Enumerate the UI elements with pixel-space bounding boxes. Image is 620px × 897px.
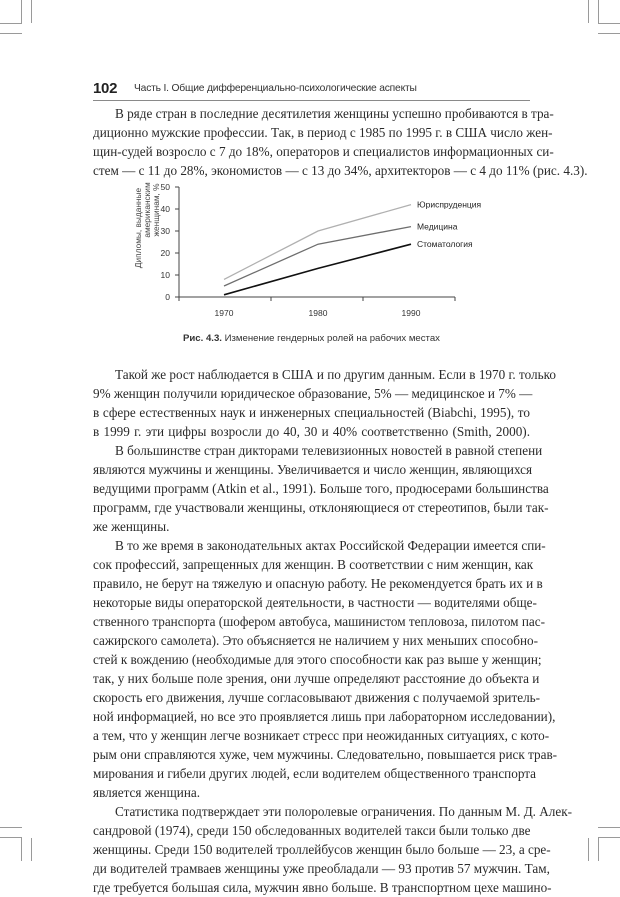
text-line: стей к вождению (необходимые для этого способности как раз выше у женщин; [93, 652, 542, 667]
text-line: 9% женщин получили юридическое образование, 5% — медицинское и 7% — [93, 386, 533, 401]
series-label: Стоматология [417, 239, 473, 250]
text-line: программ, где участвовали женщины, отклоняющиеся от стереотипов, были так- [93, 500, 549, 515]
text-line: щин-судей возросло с 7 до 18%, операторов и специалистов информационных си- [93, 144, 554, 159]
chart-legend [417, 200, 482, 250]
text-line: скорость его движения, лучше согласовывают движения с получаемой зритель- [93, 690, 541, 705]
text-line: В то же время в законодательных актах Российской Федерации имеется спи- [115, 538, 546, 553]
y-tick-label: 0 [165, 292, 170, 302]
text-line: где требуется большая сила, мужчин явно больше. В транспортном цехе машино- [93, 880, 552, 895]
x-tick-label: 1980 [308, 308, 328, 318]
text-line: ведущими программ (Atkin et al., 1991). Больше того, продюсерами большинства [93, 481, 549, 496]
chart-axes [161, 182, 455, 318]
text-line: некоторые виды операторской деятельности, в частности — водителями обще- [93, 595, 537, 610]
text-line: а тем, что у женщин легче возникает стресс при неожиданных ситуациях, с кото- [93, 728, 550, 743]
text-line: мирования и гибели других людей, если водителем общественного транспорта [93, 766, 537, 781]
y-axis-label [133, 182, 161, 268]
figure-caption [93, 333, 530, 344]
y-tick-label: 50 [160, 182, 170, 192]
y-tick-label: 40 [160, 204, 170, 214]
text-line: же женщины. [93, 519, 170, 534]
series-line [224, 244, 411, 295]
figure-caption-text: Изменение гендерных ролей на рабочих местах [224, 333, 440, 344]
text-line: в сфере естественных наук и инженерных специальностей (Biabchi, 1995), то [93, 405, 530, 420]
text-line: Такой же рост наблюдается в США и по другим данным. Если в 1970 г. только [115, 367, 556, 382]
y-axis-label-line: американским [142, 182, 152, 238]
y-axis-label-line: Дипломы, выданные [133, 187, 143, 269]
body-text-top [93, 104, 588, 180]
text-line: правило, не берут на тяжелую и опасную работу. Не рекомендуется брать их и в [93, 576, 543, 591]
text-line: сок профессий, запрещенных для женщин. В соответствии с ним женщин, как [93, 557, 534, 572]
text-line: В большинстве стран дикторами телевизионных новостей в равной степени [115, 443, 543, 458]
text-line: ной информацией, но все это проявляется лишь при лабораторном исследовании), [93, 709, 556, 724]
page-number: 102 [93, 80, 118, 97]
y-tick-label: 10 [160, 270, 170, 280]
text-line: диционно мужские профессии. Так, в период с 1985 по 1995 г. в США число жен- [93, 125, 553, 140]
x-tick-label: 1990 [401, 308, 421, 318]
text-line: ственного транспорта (шофером автобуса, машинистом тепловоза, пилотом пас- [93, 614, 545, 629]
text-line: женщины. Среди 150 водителей троллейбусов женщин было больше — 23, а сре- [93, 842, 551, 857]
text-line: является женщина. [93, 785, 201, 800]
paragraph [93, 802, 573, 897]
series-label: Медицина [417, 221, 458, 232]
figure-chart [80, 178, 500, 323]
x-tick-label: 1970 [214, 308, 234, 318]
body-text-bottom [93, 365, 573, 897]
series-label: Юриспруденция [417, 199, 482, 210]
paragraph [93, 104, 588, 180]
text-line: сажирского самолета). Это объясняется не наличием у них меньших способно- [93, 633, 538, 648]
series-line [224, 227, 411, 286]
paragraph [93, 365, 556, 441]
text-line: являются мужчины и женщины. Увеличивается и число женщин, являющихся [93, 462, 533, 477]
paragraph [93, 441, 549, 536]
page-header [93, 80, 530, 101]
line-chart [80, 178, 500, 323]
text-line: так, у них больше поле зрения, они лучше определяют расстояние до объекта и [93, 671, 540, 686]
text-line: сандровой (1974), среди 150 обследованных водителей такси были только две [93, 823, 531, 838]
running-head: Часть I. Общие дифференциально-психологические аспекты [134, 83, 417, 94]
text-line: рым они справляются хуже, чем мужчины. Следовательно, повышается риск трав- [93, 747, 558, 762]
y-tick-label: 20 [160, 248, 170, 258]
text-line: Статистика подтверждает эти полоролевые ограничения. По данным М. Д. Алек- [115, 804, 573, 819]
text-line: В ряде стран в последние десятилетия женщины успешно пробиваются в тра- [115, 106, 554, 121]
paragraph [93, 536, 558, 802]
text-line: в 1999 г. эти цифры возросли до 40, 30 и 40% соответственно (Smith, 2000). [93, 424, 530, 439]
figure-caption-label: Рис. 4.3. [183, 333, 222, 344]
y-tick-label: 30 [160, 226, 170, 236]
y-axis-label-line: женщинам, % [151, 183, 161, 237]
chart-series [224, 205, 411, 295]
text-line: ди водителей трамваев женщины уже преобладали — 93 против 57 мужчин. Там, [93, 861, 550, 876]
text-line: стем — с 11 до 28%, экономистов — с 13 до 34%, архитекторов — с 4 до 11% (рис. 4.3). [93, 163, 588, 178]
